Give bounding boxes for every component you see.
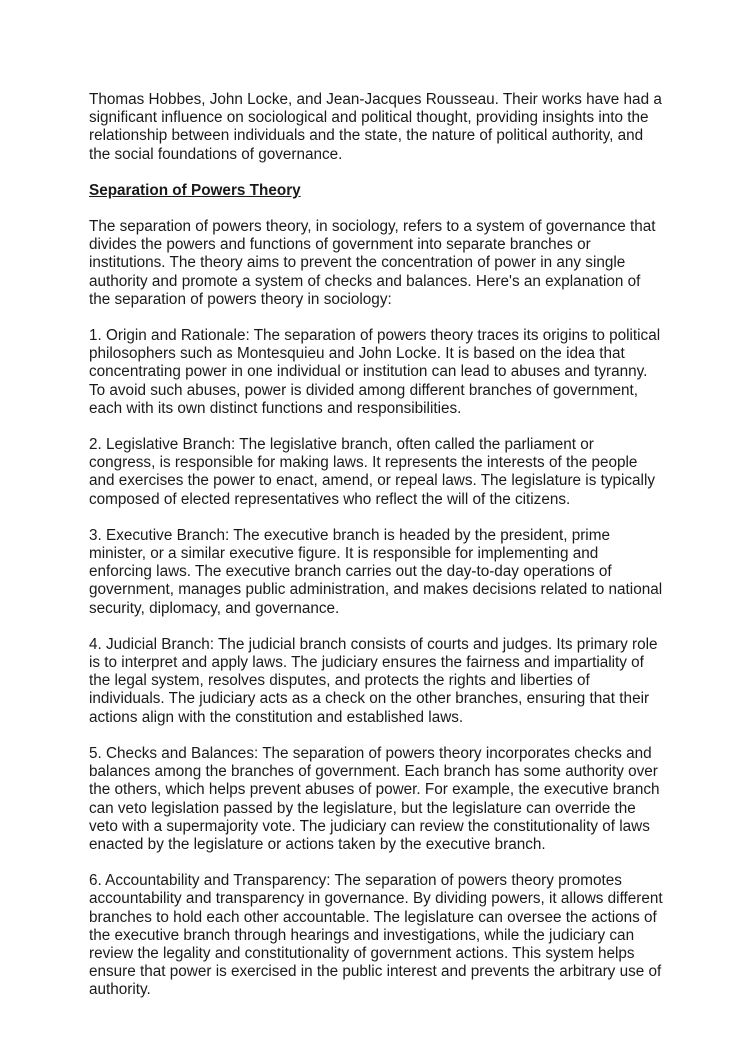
intro-paragraph: Thomas Hobbes, John Locke, and Jean-Jacques Rousseau. Their works have had a significant influence on sociological and political thought, providing insights into the relationship between individuals and the state, the nature of political authority, and the social foundations of governance. <box>89 91 662 163</box>
body-paragraph: 4. Judicial Branch: The judicial branch consists of courts and judges. Its primary role is to interpret and apply laws. The judiciary ensures the fairness and impartiality of the legal system, resolves disputes, and protects the rights and liberties of individuals. The judiciary acts as a check on the other branches, ensuring that their actions align with the constitution and established laws. <box>89 635 658 726</box>
body-paragraph: 1. Origin and Rationale: The separation of powers theory traces its origins to political philosophers such as Montesquieu and John Locke. It is based on the idea that concentrating power in one individual or institution can lead to abuses and tyranny. To avoid such abuses, power is divided among different branches of government, each with its own distinct functions and responsibilities. <box>89 327 661 417</box>
section-heading: Separation of Powers Theory <box>89 181 301 199</box>
document-page <box>89 91 664 1018</box>
body-paragraph: The separation of powers theory, in sociology, refers to a system of governance that divides the powers and functions of government into separate branches or institutions. The theory aims to prevent the concentration of power in any single authority and promote a system of checks and balances. Here's an explanation of the separation of powers theory in sociology: <box>89 218 656 308</box>
body-paragraph: 2. Legislative Branch: The legislative branch, often called the parliament or congress, is responsible for making laws. It represents the interests of the people and exercises the power to enact, amend, or repeal laws. The legislature is typically composed of elected representatives who reflect the will of the citizens. <box>89 436 655 508</box>
body-paragraph: 5. Checks and Balances: The separation of powers theory incorporates checks and balances among the branches of government. Each branch has some authority over the others, which helps prevent abuses of power. For example, the executive branch can veto legislation passed by the legislature, but the legislature can override the veto with a supermajority vote. The judiciary can review the constitutionality of laws enacted by the legislature or actions taken by the executive branch. <box>89 744 660 853</box>
body-paragraph: 6. Accountability and Transparency: The separation of powers theory promotes accountability and transparency in governance. By dividing powers, it allows different branches to hold each other accountable. The legislature can oversee the actions of the executive branch through hearings and investigations, while the judiciary can review the legality and constitutionality of government actions. This system helps ensure that power is exercised in the public interest and prevents the arbitrary use of authority. <box>89 872 663 999</box>
body-paragraph: 3. Executive Branch: The executive branch is headed by the president, prime minister, or a similar executive figure. It is responsible for implementing and enforcing laws. The executive branch carries out the day-to-day operations of government, manages public administration, and makes decisions related to national security, diplomacy, and governance. <box>89 526 663 617</box>
